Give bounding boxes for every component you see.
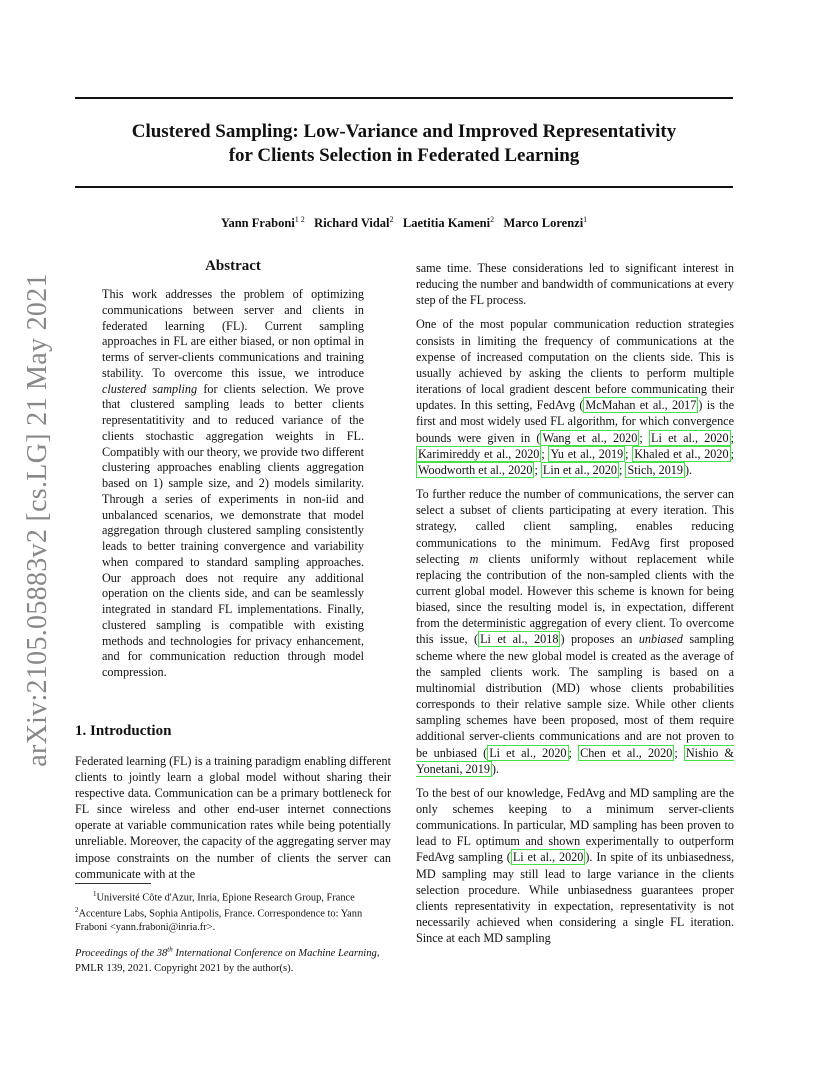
citation-link[interactable]: Stich, 2019 <box>627 462 683 477</box>
abstract-emphasis: clustered sampling <box>102 381 198 396</box>
introduction-text: Federated learning (FL) is a training paradigm enabling different clients to jointly learn a global model without sharing their respective data. Communication can be a primary bottleneck for FL since wireless and other end-user internet connections operate at variable communication rates while being potentially unreliable. Moreover, the capacity of the aggregating server may impose constraints on the number of clients the server can communicate with at the <box>75 754 391 881</box>
author-affiliation: 2 <box>389 215 394 224</box>
author-affiliation: 1 2 <box>294 215 305 224</box>
paragraph: same time. These considerations led to significant interest in reducing the number and bandwidth of communications at every step of the FL process. <box>416 261 734 308</box>
citation-link[interactable]: Li et al., 2020 <box>489 745 567 760</box>
citation-link[interactable]: Karimireddy et al., 2020 <box>418 446 540 461</box>
title-top-rule <box>75 97 733 99</box>
author-affiliation: 1 <box>583 215 588 224</box>
citation-link[interactable]: Lin et al., 2020 <box>542 462 618 477</box>
abstract-heading: Abstract <box>205 258 261 274</box>
title-line-1: Clustered Sampling: Low-Variance and Improved Representativity <box>131 121 677 142</box>
citation-link[interactable]: Woodworth et al., 2020 <box>418 462 533 477</box>
author-name: Marco Lorenzi <box>503 216 584 231</box>
citation-link[interactable]: Yu et al., 2019 <box>550 446 624 461</box>
author-name: Richard Vidal <box>314 216 390 231</box>
author-affiliation: 2 <box>490 215 495 224</box>
citation-link[interactable]: Li et al., 2020 <box>512 850 584 865</box>
paragraph: To the best of our knowledge, FedAvg and MD sampling are the only schemes keeping to a minimum server-clients communications. In particular, MD sampling has been proven to lead to FL optimum and shown experimentally to outperform FedAvg sampling ( Li et al., 2020 ). In spite of its unbiasedness, MD sampling may still lead to large variance in the clients selection procedure. While unbiasedness guarantees proper clients representativity in expectation, representativity is not necessarily achieved when considering a single FL iteration. Since at each MD sampling <box>416 785 735 946</box>
footnote-1: $^1$Université Côte d'Azur, Inria, Epione Research Group, France <box>93 890 355 904</box>
footnote-rule <box>75 883 151 884</box>
title-bottom-rule <box>75 186 733 188</box>
footnotes <box>75 888 393 934</box>
author-name: Laetitia Kameni <box>402 216 491 231</box>
paragraph: One of the most popular communication reduction strategies consists in limiting the frequency of communications at the expense of increased computation on the clients side. This is usually achieved by asking the clients to perform multiple iterations of local gradient descent before communicating their updates. In this setting, FedAvg ( McMahan et al., 2017 ) is the first and most widely used FL algorithm, for which convergence bounds were given in ( Wang et al., 2020 ; Li et al., 2020 ; Karimireddy et al., 2020 ; Yu et al., 2019 ; Khaled et al., 2020 ; Woodworth et al., 2020 ; Lin et al., 2020 ; Stich, 2019 ). <box>416 317 735 477</box>
citation-link[interactable]: Li et al., 2020 <box>651 430 729 445</box>
citation-link[interactable]: McMahan et al., 2017 <box>585 398 697 413</box>
citation-link[interactable]: Wang et al., 2020 <box>542 430 638 445</box>
citation-link[interactable]: Li et al., 2018 <box>480 632 559 647</box>
author-list <box>75 215 733 231</box>
arxiv-identifier[interactable]: arXiv:2105.05883v2 [cs.LG] 21 May 2021 <box>22 273 53 767</box>
citation-link[interactable]: Nishio & Yonetani, 2019 <box>416 745 735 776</box>
introduction-heading: 1. Introduction <box>75 723 172 739</box>
paragraph: To further reduce the number of communications, the server can select a subset of clients participating at every iteration. This strategy, called client sampling, enables reducing communications to the minimum. FedAvg first proposed selecting m clients uniformly without replacement while replacing the contribution of the non-sampled clients with the current global model. However this scheme is known for being biased, since the resulting model is, in expectation, different from the deterministic aggregation of every client. To overcome this issue, ( Li et al., 2018 ) proposes an unbiased sampling scheme where the new global model is created as the average of the sampled clients work. The sampling is based on a multinomial distribution (MD) whose clients probabilities corresponds to their relative sample size. While other clients sampling schemes have been proposed, most of them require additional server-clients communications and are not proven to be unbiased ( Li et al., 2020 ; Chen et al., 2020 ; Nishio & Yonetani, 2019 ). <box>416 487 735 776</box>
abstract-text: This work addresses the problem of optimizing communications between server and clients in federated learning (FL). Current sampling approaches in FL are either biased, or non optimal in terms of server-clients communications and training stability. To overcome this issue, we introduce clustered sampling for clients selection. We prove that clustered sampling leads to better clients representatitivity and to reduced variance of the clients stochastic aggregation weights in FL. Compatibly with our theory, we provide two different clustering approaches enabling clients aggregation based on 1) sample size, and 2) models similarity. Through a series of experiments in non-iid and unbalanced scenarios, we demonstrate that model aggregation through clustered sampling consistently leads to better training convergence and variability when compared to standard sampling approaches. Our approach does not require any additional operation on the clients side, and can be seamlessly integrated in standard FL implementations. Finally, clustered sampling is compatible with existing methods and technologies for privacy enhancement, and for communication reduction through model compression. <box>102 287 364 679</box>
paper-title <box>75 120 733 168</box>
proceedings-note: Proceedings of the 38th International Conference on Machine Learning, PMLR 139, 2021. Copyright 2021 by the author(s). <box>75 945 380 974</box>
citation-link[interactable]: Chen et al., 2020 <box>580 745 673 760</box>
footnote-2: $^2$Accenture Labs, Sophia Antipolis, France. Correspondence to: Yann Fraboni <yann.fraboni@inria.fr>. <box>75 906 363 933</box>
citation-link[interactable]: Khaled et al., 2020 <box>634 446 729 461</box>
author-name: Yann Fraboni <box>220 216 295 231</box>
title-line-2: for Clients Selection in Federated Learning <box>228 145 580 166</box>
right-column <box>416 260 734 954</box>
